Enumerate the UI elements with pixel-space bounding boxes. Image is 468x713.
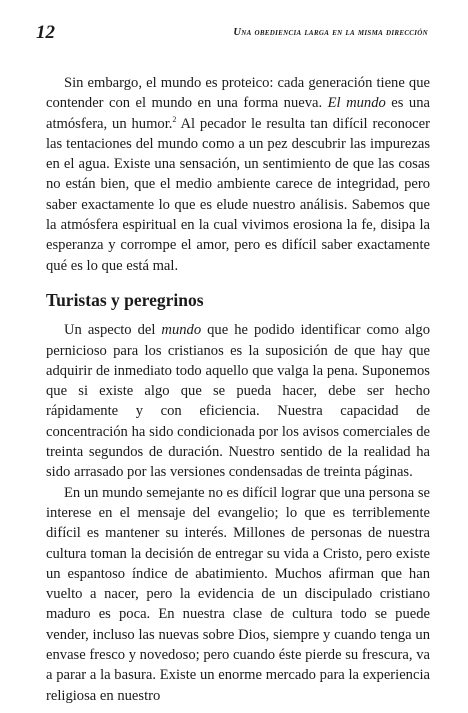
paragraph-2-emphasis: mundo [161, 322, 202, 339]
running-header: Una obediencia larga en la misma dirección [233, 27, 428, 38]
paragraph-2 [46, 320, 430, 482]
paragraph-1 [46, 73, 430, 276]
page-number: 12 [36, 22, 55, 43]
paragraph-1-emphasis: El mundo [327, 95, 386, 112]
paragraph-2-text-b: que he podido identificar como algo pernicioso para los cristianos es la suposición de que hay que adquirir de inmediato todo aquello que valga la pena. Suponemos que si existe algo que se pueda hacer, debe ser hecho rápidamente y con eficiencia. Nuestra capacidad de concentración ha sido condicionada por los avisos comerciales de treinta segundos de duración. Nuestro sentido de la realidad ha sido arrasado por las versiones condensadas de treinta páginas. [46, 322, 430, 481]
paragraph-1-text-a: Sin embargo, el mundo es proteico: cada generación tiene que contender con el mundo en una forma nueva. [46, 75, 430, 112]
footnote-ref: 2 [172, 114, 177, 124]
section-heading: Turistas y peregrinos [46, 289, 204, 310]
page-body [46, 73, 430, 706]
paragraph-1-text-c: Al pecador le resulta tan difícil reconocer las tentaciones del mundo como a un pez descubrir las impurezas en el agua. Existe una sensación, un sentimiento de que las cosas no están bien, que el medio ambiente carece de integridad, pero saber exactamente lo que es elude nuestro análisis. Sabemos que la atmósfera espiritual en la cual vivimos erosiona la fe, disipa la esperanza y corrompe el amor, pero es difícil saber exactamente qué es lo que está mal. [46, 115, 430, 274]
paragraph-1-text-b: es una atmósfera, un humor. [46, 95, 430, 132]
paragraph-3: En un mundo semejante no es difícil lograr que una persona se interese en el mensaje del evangelio; lo que es terriblemente difícil es mantener su interés. Millones de personas de nuestra cultura toman la decisión de entregar su vida a Cristo, pero existe un espantoso índice de abatimiento. Muchos afirman que han vuelto a nacer, pero la evidencia de un discipulado cristiano maduro es poca. En nuestra clase de cultura todo se puede vender, incluso las nuevas sobre Dios, siempre y cuando tenga un envase fresco y novedoso; pero cuando éste pierde su frescura, va a parar a la basura. Existe un enorme mercado para la experiencia religiosa en nuestro [46, 484, 430, 704]
paragraph-2-text-a: Un aspecto del [64, 322, 162, 339]
